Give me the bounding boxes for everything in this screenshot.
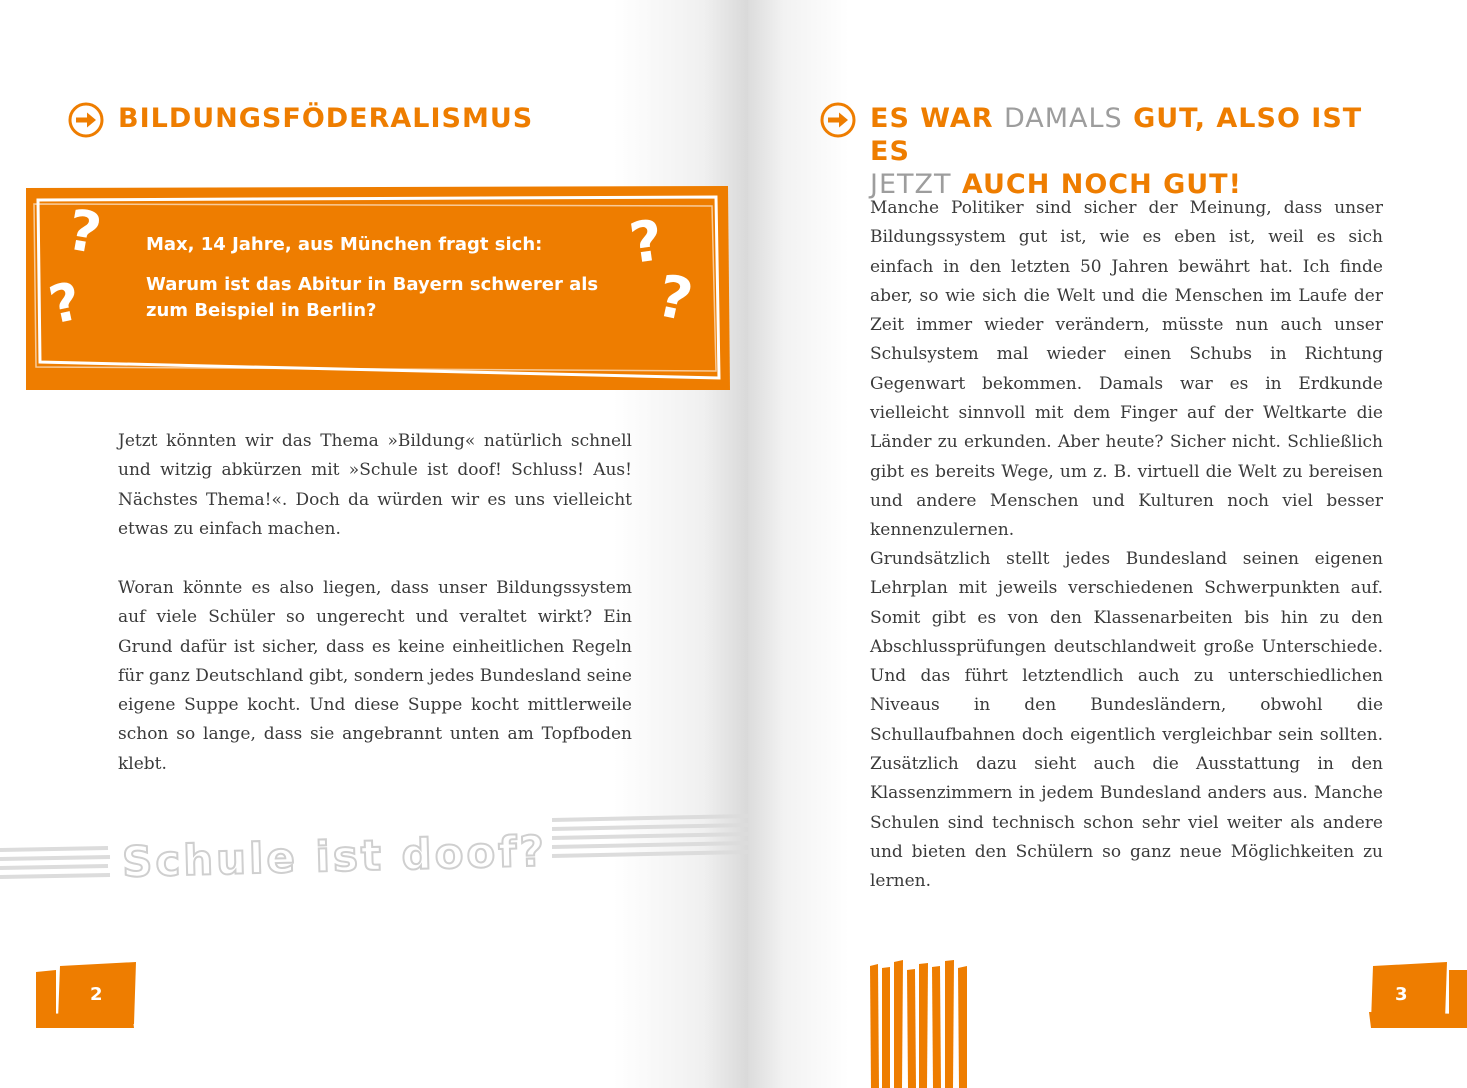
arrow-right-icon xyxy=(68,102,104,138)
paragraph: Grundsätzlich stellt jedes Bundesland seinen eigenen Lehrplan mit jeweils verschiedenen Schwerpunkten auf. Somit gibt es von den Klassenarbeiten bis hin zu den Abschlussprüfungen deutschlandweit große Unterschiede. Und das führt letztendlich auch zu unterschiedlichen Niveaus in den Bundesländern, obwohl die Schullaufbahnen doch eigentlich vergleichbar sein sollten. Zusätzlich dazu sieht auch die Ausstattung in den Klassenzimmern in jedem Bundesland anders aus. Manche Schulen sind technisch schon sehr viel weiter als andere und bieten den Schülern so ganz neue Möglichkeiten zu lernen. xyxy=(870,549,1383,892)
paragraph: Manche Politiker sind sicher der Meinung, dass unser Bildungssystem gut ist, wie es eben ist, weil es sich einfach in den letzten 50 Jahren bewährt hat. Ich finde aber, so wie sich die Welt und die Menschen im Laufe der Zeit immer wieder verändern, müsste nun auch unser Schulsystem mal wieder einen Schubs in Richtung Gegenwart bekommen. Damals war es in Erdkunde vielleicht sinnvoll mit dem Finger auf der Weltkarte die Länder zu erkunden. Aber heute? Sicher nicht. Schließlich gibt es bereits Wege, um z. B. virtuell die Welt zu bereisen und andere Menschen und Kulturen noch viel besser kennenzulernen. xyxy=(870,198,1383,541)
page-number: 3 xyxy=(1395,984,1408,1005)
watermark-stripes-left xyxy=(0,840,112,886)
heading-part: GUT, ALSO IST ES xyxy=(870,103,1363,167)
arrow-right-icon xyxy=(820,102,856,138)
right-page xyxy=(748,0,1467,1088)
paragraph: Jetzt könnten wir das Thema »Bildung« natürlich schnell und witzig abkürzen mit »Schule ist doof! Schluss! Aus! Nächstes Thema!«. Doch da würden wir es uns vielleicht etwas zu einfach machen. xyxy=(118,431,632,539)
heading-part: JETZT xyxy=(870,169,952,200)
paragraph: Woran könnte es also liegen, dass unser Bildungssystem auf viele Schüler so ungerecht und veraltet wirkt? Ein Grund dafür ist sicher, dass es keine einheitlichen Regeln für ganz Deutschland gibt, sondern jedes Bundesland seine eigene Suppe kocht. Und diese Suppe kocht mittlerweile schon so lange, dass sie angebrannt unten am Topfboden klebt. xyxy=(118,578,632,774)
question-mark-icon: ? xyxy=(625,208,667,277)
page-number: 2 xyxy=(90,984,103,1005)
heading-part: AUCH NOCH GUT! xyxy=(961,169,1242,200)
watermark-title: Schule ist doof? xyxy=(121,826,548,887)
question-asker: Max, 14 Jahre, aus München fragt sich: xyxy=(146,234,543,255)
question-text: Warum ist das Abitur in Bayern schwerer als zum Beispiel in Berlin? xyxy=(146,274,599,321)
heading-part: DAMALS xyxy=(1003,103,1123,134)
question-mark-icon: ? xyxy=(651,261,699,335)
question-mark-icon: ? xyxy=(62,197,106,268)
watermark-stripes-right xyxy=(552,812,748,866)
section-heading: BILDUNGSFÖDERALISMUS xyxy=(118,103,534,134)
question-box xyxy=(26,186,730,391)
decorative-bars xyxy=(868,958,978,1088)
page-corner-tab xyxy=(36,962,138,1028)
heading-part: ES WAR xyxy=(870,103,994,134)
page-corner-tab xyxy=(1369,962,1467,1028)
question-mark-icon: ? xyxy=(44,271,87,337)
section-heading xyxy=(870,102,1390,201)
